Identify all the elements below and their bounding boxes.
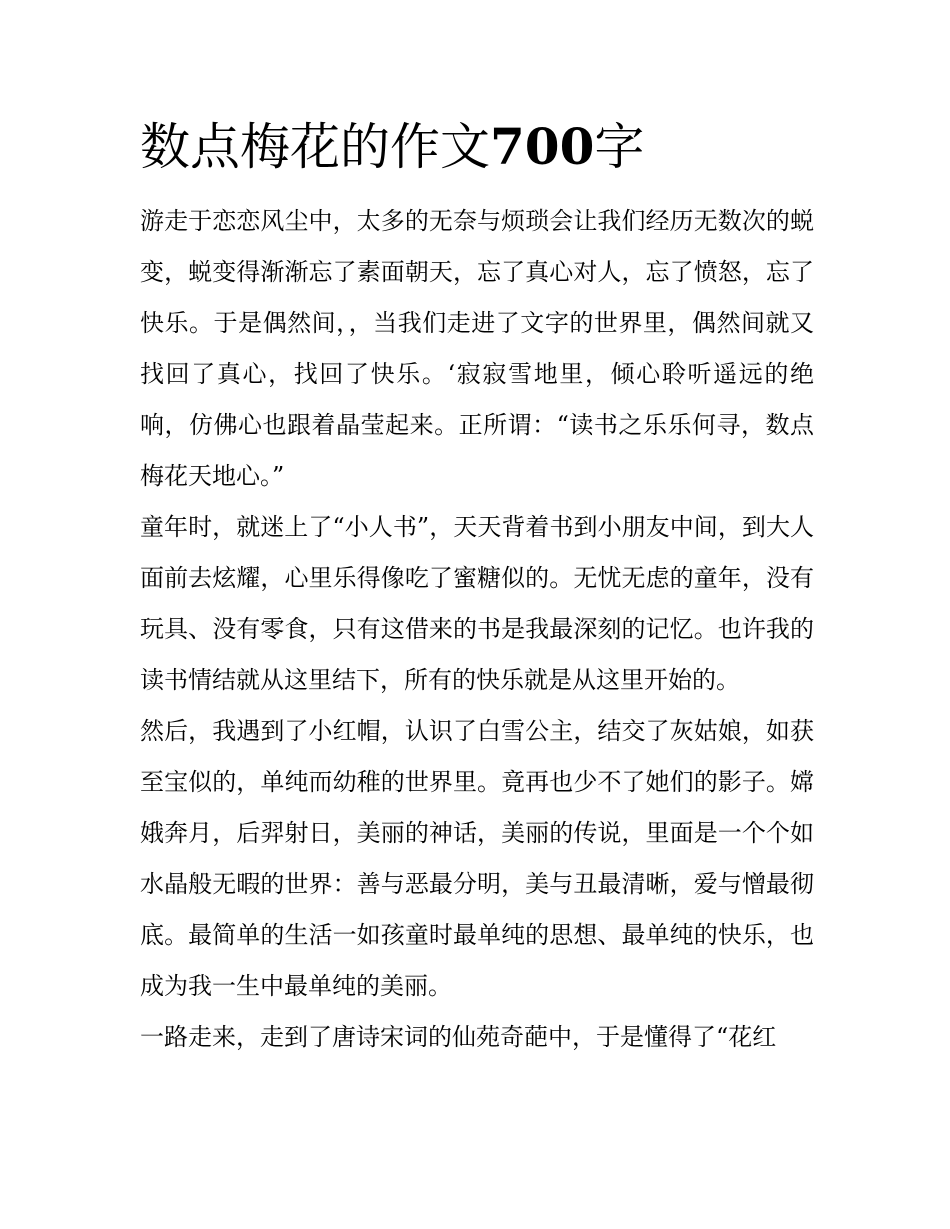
essay-body [140,196,814,1063]
paragraph-4: 一路走来，走到了唐诗宋词的仙苑奇葩中，于是懂得了“花红 [140,1023,777,1051]
paragraph-1: 游走于恋恋风尘中，太多的无奈与烦琐会让我们经历无数次的蜕变，蜕变得渐渐忘了素面朝天，忘了真心对人，忘了愤怒，忘了快乐。于是偶然间，，当我们走进了文字的世界里，偶然间就又找回了真心，找回了快乐。‘寂寂雪地里，倾心聆听遥远的绝响，仿佛心也跟着晶莹起来。正所谓：“读书之乐乐何寻，数点梅花天地心。” [140,207,814,490]
title-suffix: 字 [594,118,645,176]
title-prefix: 数点梅花的作文 [140,118,490,176]
paragraph-2: 童年时，就迷上了“小人书”，天天背着书到小朋友中间，到大人面前去炫耀，心里乐得像吃了蜜糖似的。无忧无虑的童年，没有玩具、没有零食，只有这借来的书是我最深刻的记忆。也许我的读书情结就从这里结下，所有的快乐就是从这里开始的。 [140,513,814,694]
page-title [140,112,644,182]
title-number: 700 [490,117,595,176]
paragraph-3: 然后，我遇到了小红帽，认识了白雪公主，结交了灰姑娘，如获至宝似的，单纯而幼稚的世界里。竟再也少不了她们的影子。嫦娥奔月，后羿射日，美丽的神话，美丽的传说，里面是一个个如水晶般无暇的世界：善与恶最分明，美与丑最清晰，爱与憎最彻底。最简单的生活一如孩童时最单纯的思想、最单纯的快乐，也成为我一生中最单纯的美丽。 [140,717,814,1000]
